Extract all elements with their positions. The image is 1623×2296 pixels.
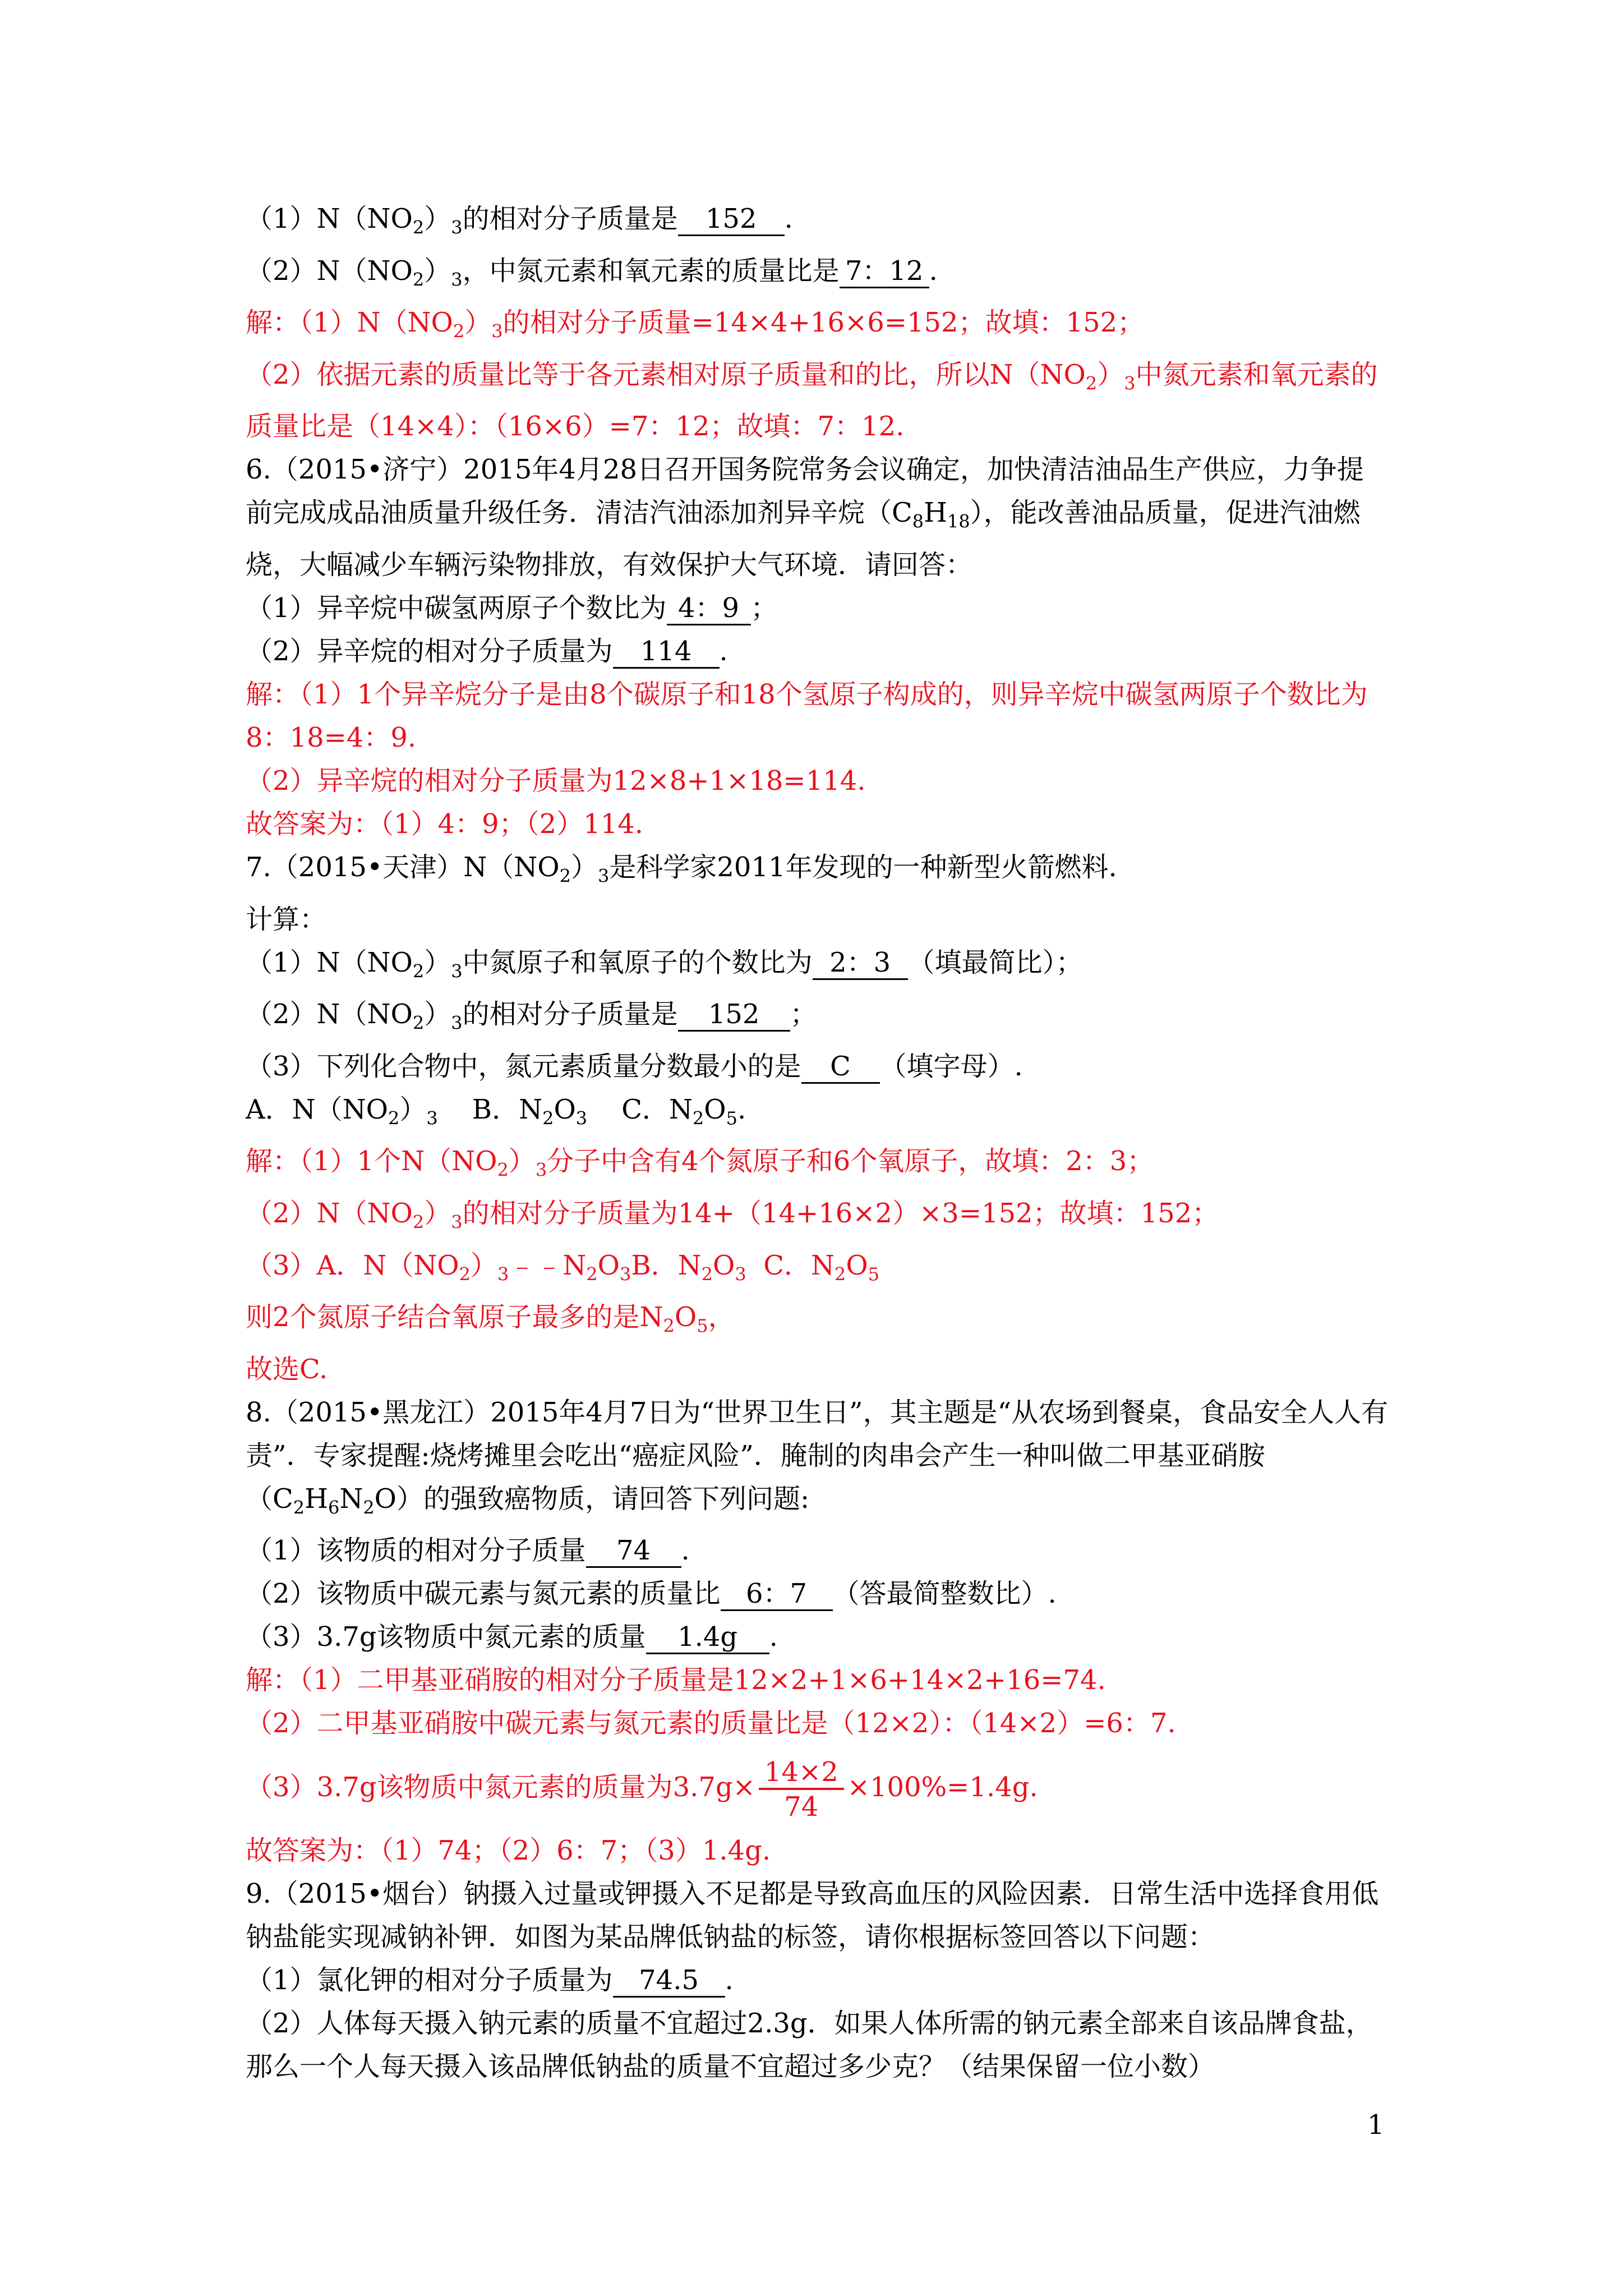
page-number: 1 [1367, 2109, 1385, 2141]
answer-blank: 1.4g [646, 1621, 769, 1654]
answer-blank: 7：12 [840, 255, 929, 288]
answer-q6-summary: 故答案为：（1）4：9；（2）114. [246, 808, 644, 840]
answer-q7-4: 则2个氮原子结合氧原子最多的是$N_2O_5$， [246, 1301, 735, 1337]
line-q9-1: （1）氯化钾的相对分子质量为 74.5 . [246, 1959, 1390, 2002]
question-7: 7.（2015•天津）$N(NO_2)_3$是科学家2011年发现的一种新型火箭燃料. [246, 851, 1117, 887]
answer-q8-2: （2）二甲基亚硝胺中碳元素与氮元素的质量比是（12×2）：（14×2）=6：7. [246, 1708, 1176, 1740]
question-8: 8.（2015•黑龙江）2015年4月7日为“世界卫生日”，其主题是“从农场到餐桌，食品安全人人有责”．专家提醒:烧烤摊里会吃出“癌症风险”．腌制的肉串会产生一种叫做二甲基亚硝胺$(C_2H_6N_2O)$的强致癌物质，请回答下列问题: [246, 1396, 1389, 1519]
answer-q6-1: 解：（1）1个异辛烷分子是由8个碳原子和18个氢原子构成的，则异辛烷中碳氢两原子个数比为8：18=4：9. [246, 678, 1368, 753]
answer-q8-3: （3）3.7g该物质中氮元素的质量为3.7g× $\frac{14\times 2}{74}$ ×100%=1.4g. [246, 1756, 1038, 1823]
answer-blank: 152 [678, 999, 790, 1032]
question-6: 6.（2015•济宁）2015年4月28日召开国务院常务会议确定，加快清洁油品生产供应，力争提前完成成品油质量升级任务．清洁汽油添加剂异辛烷$(C_8H_{18})$，能改善油品质量，促进汽油燃烧，大幅减少车辆污染物排放，有效保护大气环境．请回答： [246, 454, 1364, 581]
answer-blank: 152 [678, 203, 785, 236]
line-q8-1: （1）该物质的相对分子质量 74 . [246, 1529, 1390, 1572]
line-q5-2: $(2)N(NO_2)_3$，中氮元素和氧元素的质量比是 7：12 . [246, 255, 938, 291]
document-body [246, 197, 1390, 2088]
answer-blank: C [801, 1051, 880, 1084]
answer-q7-1: 解：（1）1个$N(NO_2)_3$分子中含有4个氮原子和6个氧原子，故填：2：3； [246, 1145, 1154, 1181]
answer-blank: 2：3 [813, 947, 908, 980]
answer-blank: 74.5 [613, 1964, 725, 1998]
answer-q5-2: （2）依据元素的质量比等于各元素相对原子质量和的比，所以$N(NO_2)_3$中氮元素和氧元素的质量比是（14×4）：（16×6）=7：12；故填：7：12. [246, 358, 1378, 443]
line-q7-2: $(2)N(NO_2)_3$的相对分子质量是 152 ； [246, 999, 817, 1034]
line-q9-2: （2）人体每天摄入钠元素的质量不宜超过2.3g．如果人体所需的钠元素全部来自该品牌食盐，那么一个人每天摄入该品牌低钠盐的质量不宜超过多少克？（结果保留一位小数） [246, 2008, 1373, 2083]
line-q8-3: （3）3.7g该物质中氮元素的质量 1.4g . [246, 1616, 1390, 1659]
answer-q5-1: 解：$(1)N(NO_2)_3$的相对分子质量=14×4+16×6=152；故填：152； [246, 307, 1145, 342]
line-q6-1: （1）异辛烷中碳氢两原子个数比为 4：9 ； [246, 587, 1390, 630]
answer-q7-2: $(2)N(NO_2)_3$的相对分子质量为14+（14+16×2）×3=152；故填：152； [246, 1197, 1219, 1233]
answer-q8-summary: 故答案为：（1）74；（2）6：7；（3）1.4g. [246, 1835, 771, 1867]
line-q7-options: A．$N(NO_2)_3$ B．$N_2O_3$ C．$N_2O_5$. [246, 1093, 746, 1129]
line-q7-calc: 计算： [246, 903, 327, 935]
line-q5-1: $(1)N(NO_2)_3$的相对分子质量是 152 . [246, 203, 793, 238]
answer-blank: 6：7 [721, 1578, 833, 1611]
answer-blank: 114 [613, 636, 720, 669]
question-9: 9.（2015•烟台）钠摄入过量或钾摄入不足都是导致高血压的风险因素．日常生活中选择食用低钠盐能实现减钠补钾．如图为某品牌低钠盐的标签，请你根据标签回答以下问题： [246, 1878, 1379, 1953]
line-q7-3: （3）下列化合物中，氮元素质量分数最小的是 C （填字母）. [246, 1045, 1390, 1088]
answer-blank: 74 [586, 1535, 681, 1568]
answer-blank: 4：9 [667, 592, 751, 625]
fraction: $\frac{14\times 2}{74}$ [759, 1759, 844, 1820]
answer-q6-2: （2）异辛烷的相对分子质量为12×8+1×18=114. [246, 765, 866, 797]
answer-q8-1: 解：（1）二甲基亚硝胺的相对分子质量是12×2+1×6+14×2+16=74. [246, 1664, 1106, 1696]
answer-q7-5: 故选C. [246, 1353, 328, 1385]
line-q8-2: （2）该物质中碳元素与氮元素的质量比 6：7 （答最简整数比）. [246, 1572, 1390, 1616]
line-q6-2: （2）异辛烷的相对分子质量为 114 . [246, 630, 1390, 673]
answer-q7-3: （3）A．$N(NO_2)_3﹣﹣N_2O_3B$．$N_2O_3$ C．$N_2O_5$ [246, 1249, 880, 1285]
line-q7-1: $(1)N(NO_2)_3$中氮原子和氧原子的个数比为 2：3 （填最简比）； [246, 946, 1083, 982]
